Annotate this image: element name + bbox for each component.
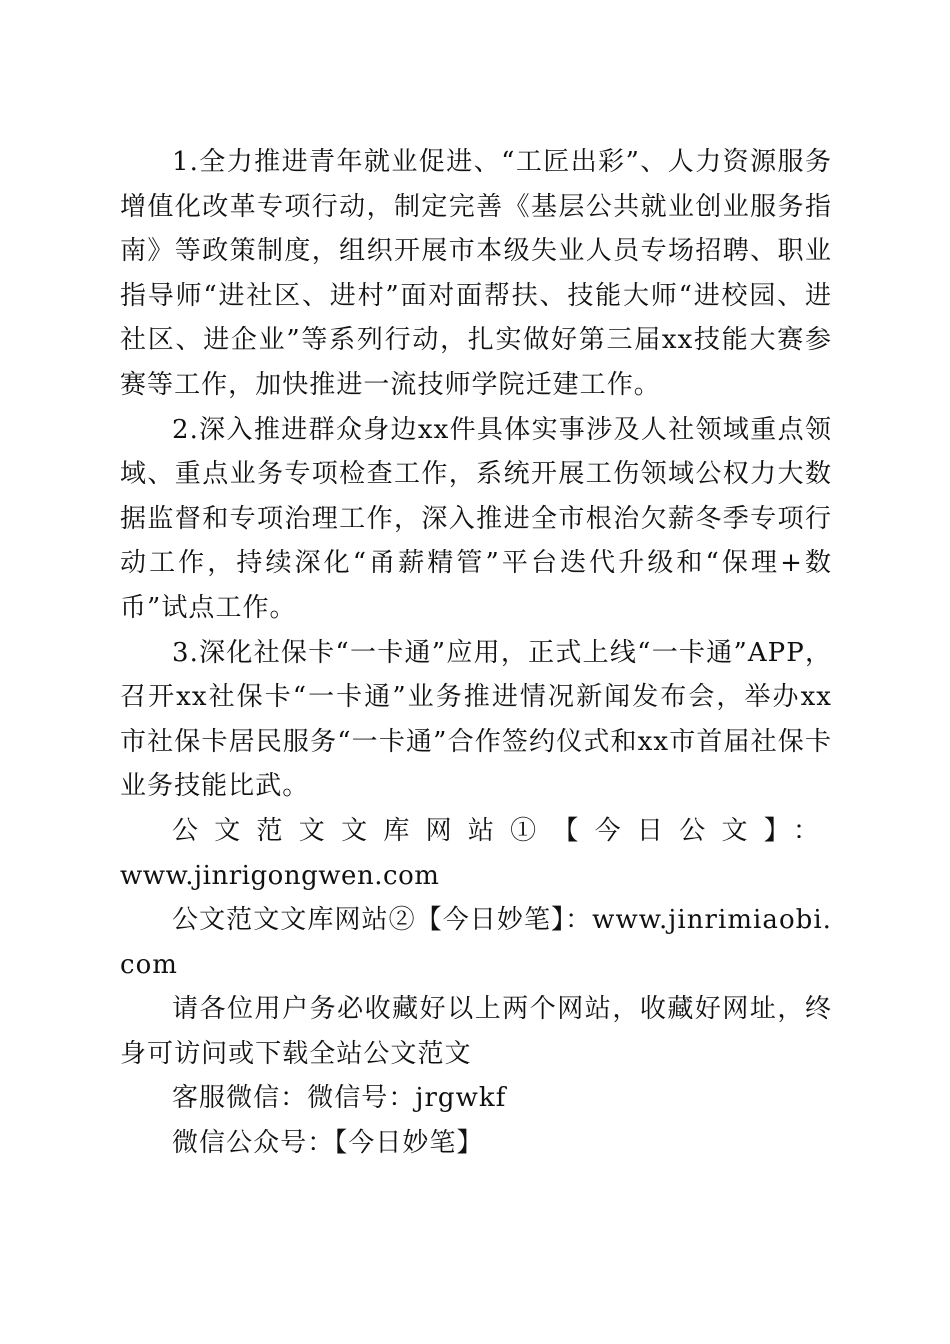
wechat-official: 微信公众号：【今日妙笔】 [172, 1128, 484, 1159]
document-body [120, 140, 832, 1166]
site2-line: 公文范文文库网站②【今日妙笔】：www.jinrimiaobi.com [120, 905, 832, 980]
site1-url: www.jinrigongwen.com [120, 860, 440, 891]
paragraph-2: 2.深入推进群众身边xx件具体实事涉及人社领域重点领域、重点业务专项检查工作，系统开展工伤领域公权力大数据监督和专项治理工作，深入推进全市根治欠薪冬季专项行动工作，持续深化“甬薪精管”平台迭代升级和“保理+数币”试点工作。 [120, 414, 832, 623]
paragraph-3: 3.深化社保卡“一卡通”应用，正式上线“一卡通”APP，召开xx社保卡“一卡通”业务推进情况新闻发布会，举办xx市社保卡居民服务“一卡通”合作签约仪式和xx市首届社保卡业务技能比武。 [120, 637, 832, 802]
site1-label: 公文范文文库网站①【今日公文】： [172, 815, 832, 846]
notice-text: 请各位用户务必收藏好以上两个网站，收藏好网址，终身可访问或下载全站公文范文 [120, 994, 832, 1069]
paragraph-1: 1.全力推进青年就业促进、“工匠出彩”、人力资源服务增值化改革专项行动，制定完善《基层公共就业创业服务指南》等政策制度，组织开展市本级失业人员专场招聘、职业指导师“进社区、进村”面对面帮扶、技能大师“进校园、进社区、进企业”等系列行动，扎实做好第三届xx技能大赛参赛等工作，加快推进一流技师学院迁建工作。 [120, 147, 832, 400]
wechat-service: 客服微信：微信号：jrgwkf [172, 1083, 507, 1114]
